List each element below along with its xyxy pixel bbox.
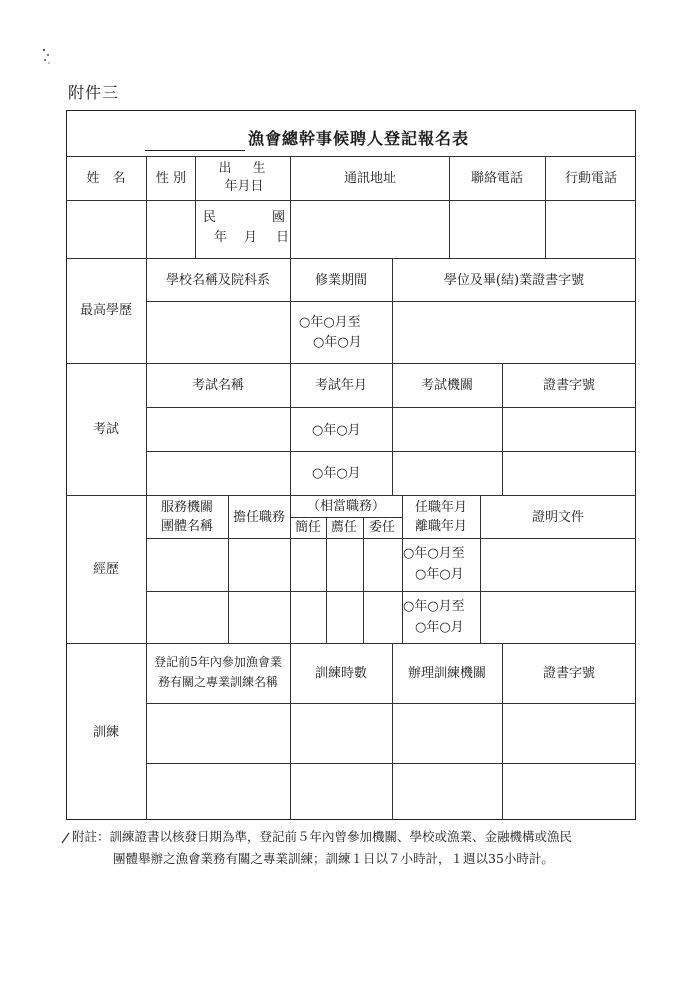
- degree-cert-label: 學位及畢(結)業證書字號: [443, 273, 585, 288]
- exam-name-label: 考試名稱: [191, 378, 245, 393]
- scan-speck: [40, 46, 52, 66]
- course-label-line1: 登記前5年內參加漁會業: [154, 655, 282, 669]
- training-row-2[interactable]: [147, 764, 635, 819]
- birth-date-field[interactable]: [196, 201, 289, 257]
- exam-section-label: 考試: [92, 422, 120, 437]
- birth-month-unit: 月: [244, 230, 258, 245]
- phone-field[interactable]: [450, 201, 544, 257]
- period-from: ○年○月至: [299, 315, 361, 330]
- mobile-field[interactable]: [546, 201, 635, 257]
- phone-label: 聯絡電話: [470, 171, 524, 186]
- birth-day-unit: 日: [276, 230, 290, 245]
- proof-doc-label: 證明文件: [531, 510, 585, 525]
- note-line-2: 團體舉辦之漁會業務有關之專業訓練；訓練１日以７小時計，１週以35小時計。: [113, 851, 554, 866]
- degree-cert-field[interactable]: [393, 302, 635, 362]
- era-prefix: 民: [203, 210, 217, 225]
- exam-agency-label: 考試機關: [420, 378, 474, 393]
- address-label: 通訊地址: [343, 171, 397, 186]
- term-label-line2: 離職年月: [414, 519, 468, 534]
- exam-row-2[interactable]: [147, 452, 635, 494]
- training-hours-label: 訓練時數: [314, 666, 368, 681]
- study-period-label: 修業期間: [314, 273, 368, 288]
- org-label-line2: 團體名稱: [160, 519, 214, 534]
- experience-row-1-from: ○年○月至: [403, 546, 465, 561]
- rank-appointed: 委任: [368, 520, 396, 535]
- org-label-line1: 服務機關: [160, 500, 214, 515]
- experience-row-2-to: ○年○月: [415, 620, 464, 635]
- birth-label-line2: 年月日: [224, 179, 264, 194]
- gender-label: 性 別: [155, 171, 187, 186]
- training-row-1[interactable]: [147, 704, 635, 762]
- rank-senior: 簡任: [294, 520, 322, 535]
- mobile-label: 行動電話: [564, 171, 618, 186]
- title-blank-line[interactable]: [145, 150, 245, 151]
- rank-recommended: 薦任: [330, 520, 358, 535]
- experience-section-label: 經歷: [92, 562, 120, 577]
- training-section-label: 訓練: [92, 725, 120, 740]
- form-title: 漁會總幹事候聘人登記報名表: [248, 129, 470, 148]
- birth-year-unit: 年: [214, 230, 228, 245]
- note-line-1: 附註：訓練證書以核發日期為準，登記前５年內曾參加機關、學校或漁業、金融機構或漁民: [72, 829, 573, 844]
- experience-row-2-from: ○年○月至: [403, 599, 465, 614]
- birth-label-line1: 出 生: [218, 161, 270, 176]
- experience-row-1-to: ○年○月: [415, 567, 464, 582]
- exam-row-1-date: ○年○月: [312, 423, 361, 438]
- training-cert-label: 證書字號: [542, 666, 596, 681]
- experience-row-1[interactable]: [147, 539, 635, 590]
- exam-row-1[interactable]: [147, 408, 635, 450]
- term-label-line1: 任職年月: [414, 500, 468, 515]
- course-label-line2: 務有關之專業訓練名稱: [157, 675, 279, 689]
- experience-row-2[interactable]: [147, 592, 635, 642]
- study-period-field[interactable]: [291, 302, 391, 362]
- era-suffix: 國: [272, 210, 286, 225]
- name-field[interactable]: [67, 201, 145, 257]
- exam-row-2-date: ○年○月: [312, 466, 361, 481]
- address-field[interactable]: [291, 201, 448, 257]
- gender-field[interactable]: [147, 201, 194, 257]
- training-organizer-label: 辦理訓練機關: [407, 666, 487, 681]
- exam-date-label: 考試年月: [314, 378, 368, 393]
- name-label: 姓 名: [86, 171, 126, 186]
- exam-cert-label: 證書字號: [542, 378, 596, 393]
- attachment-label: 附件三: [68, 83, 120, 102]
- school-field[interactable]: [147, 302, 289, 362]
- rank-group-label: （相當職務）: [306, 499, 386, 514]
- period-to: ○年○月: [313, 335, 362, 350]
- education-section-label: 最高學歷: [79, 303, 133, 318]
- position-label: 擔任職務: [232, 510, 286, 525]
- note-mark: [60, 830, 72, 844]
- school-label: 學校名稱及院科系: [165, 273, 271, 288]
